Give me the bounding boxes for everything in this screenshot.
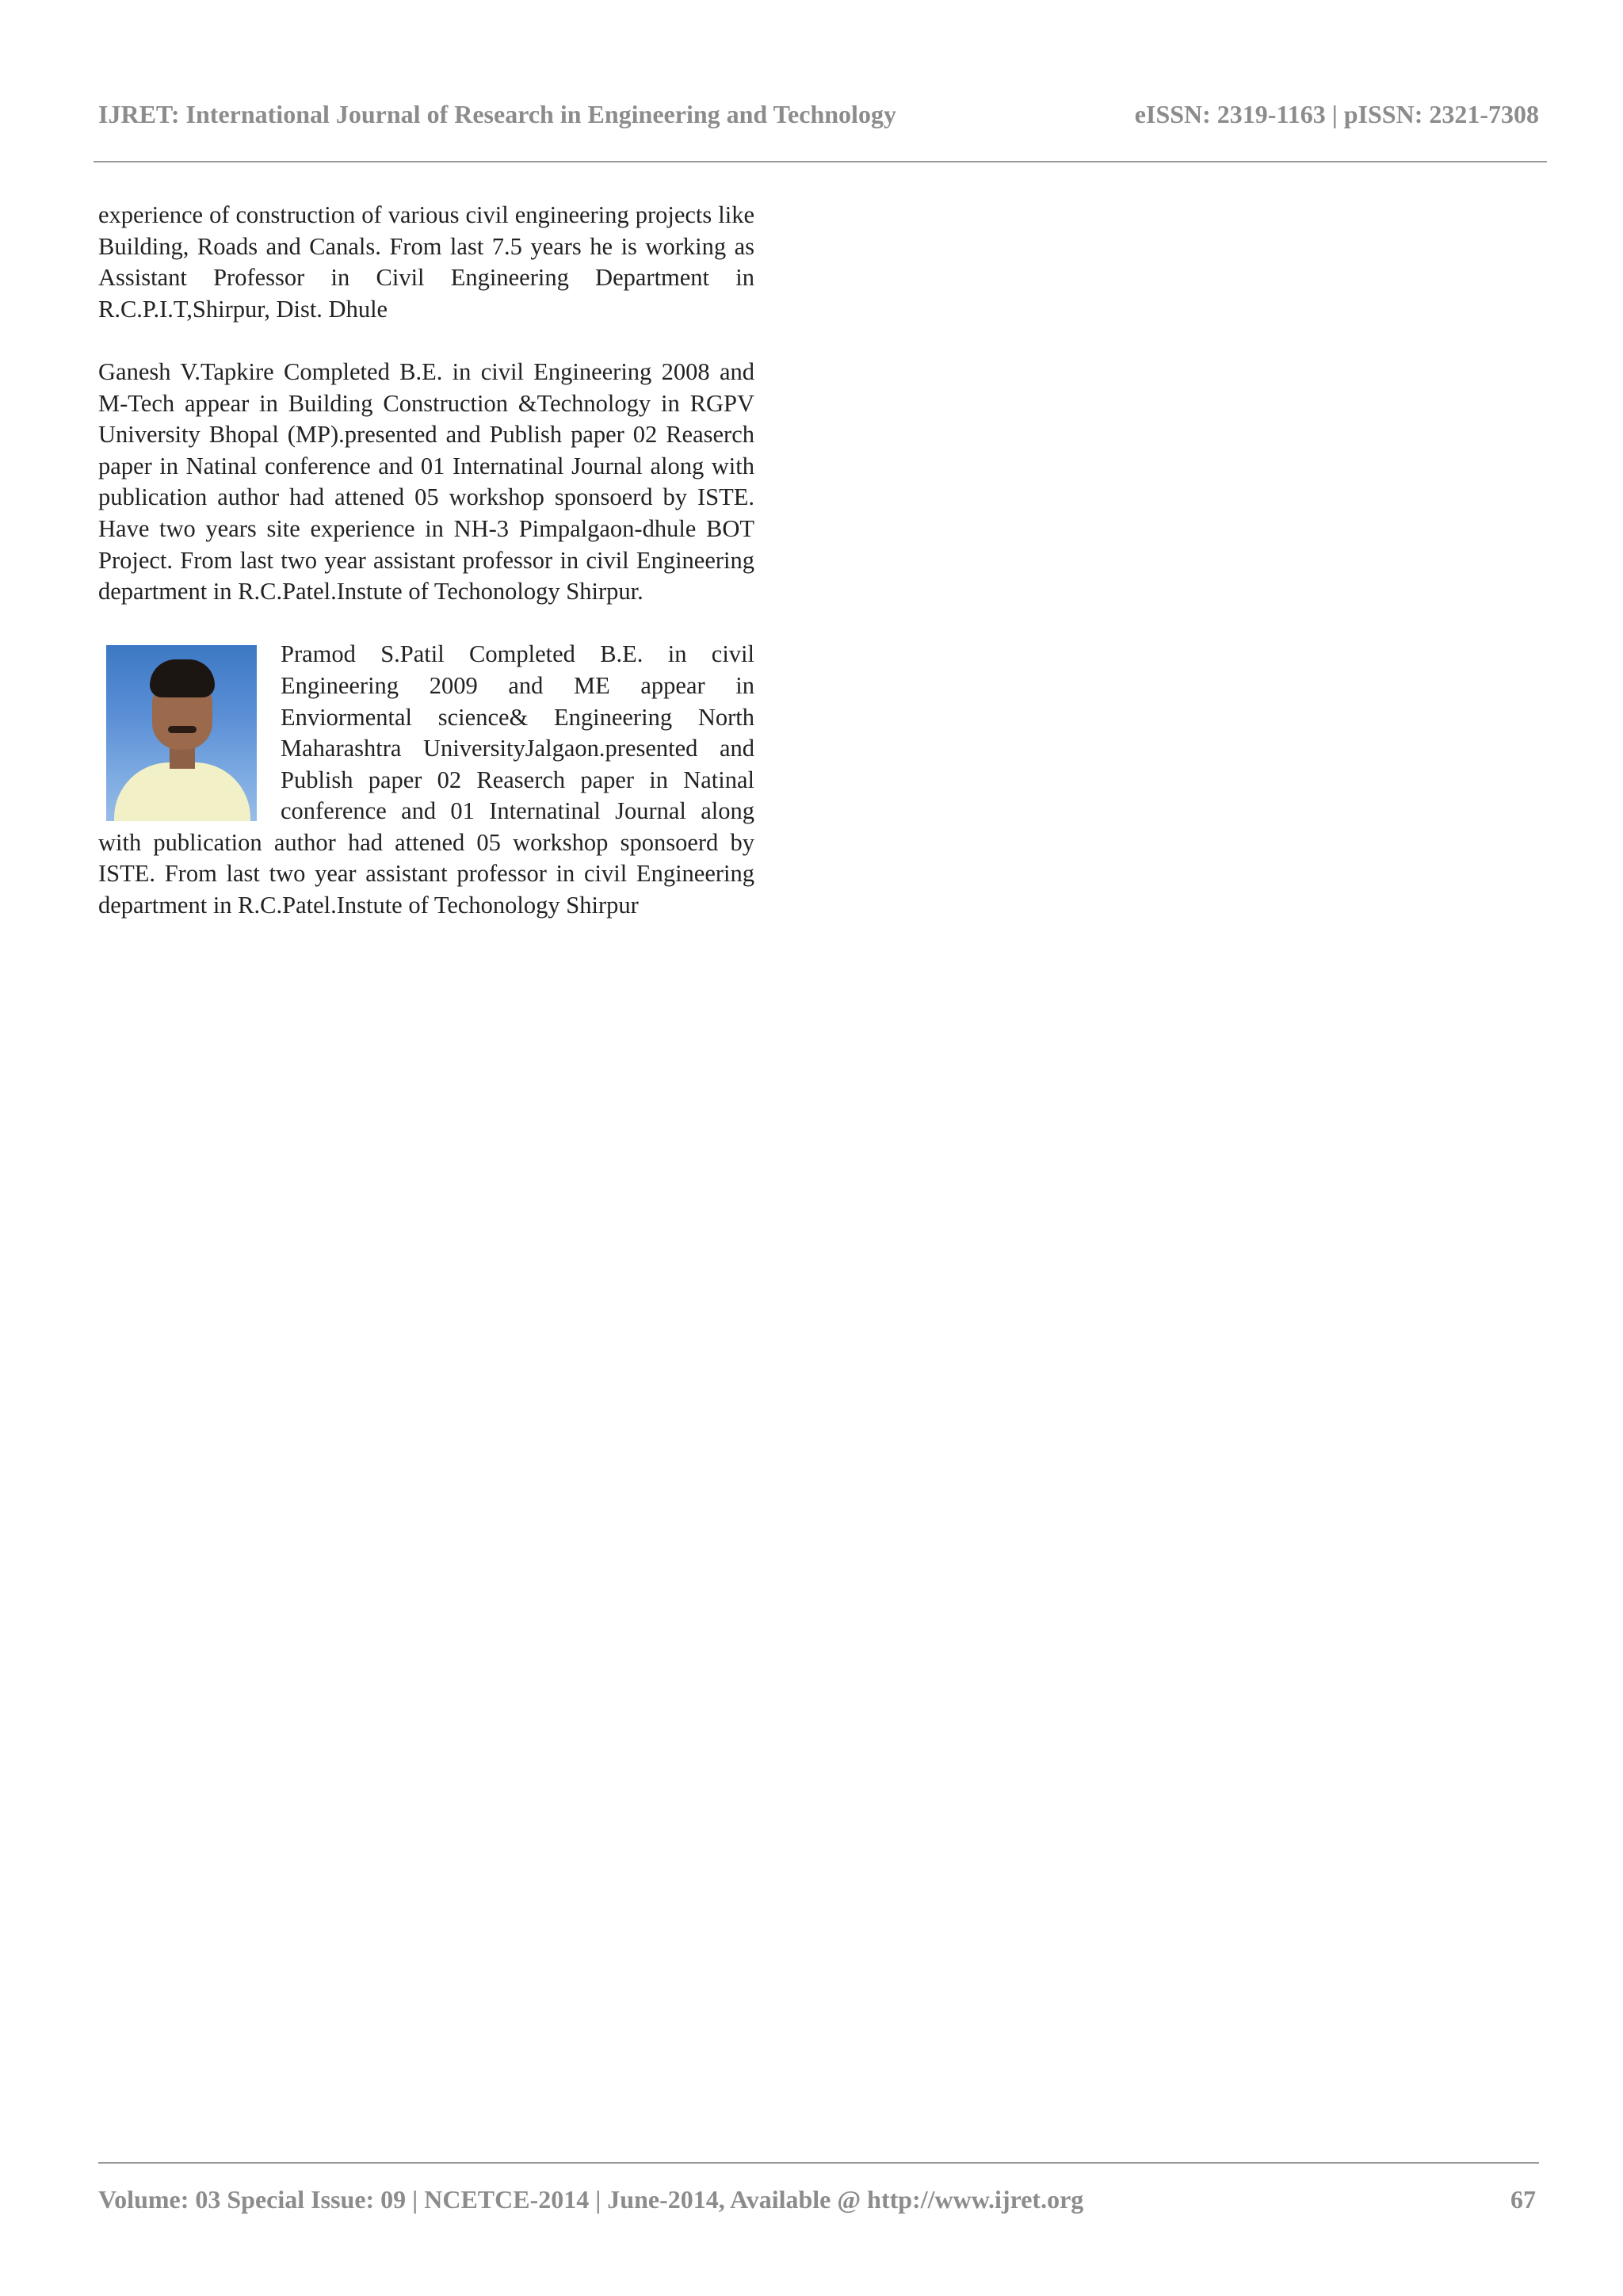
page-footer bbox=[98, 2185, 1539, 2222]
page-number: 67 bbox=[1510, 2185, 1536, 2214]
bio-paragraph-pramod-patil: Pramod S.Patil Completed B.E. in civil Engineering 2009 and ME appear in Enviormental science& Engineering North Maharashtra UniversityJalgaon.presented and Publish paper 02 Reaserch paper in Natinal conference and 01 Internatinal Journal along with publication author had attened 05 workshop sponsoerd by ISTE. From last two year assistant professor in civil Engineering department in R.C.Patel.Instute of Techonology Shirpur bbox=[98, 640, 754, 919]
page-header bbox=[98, 95, 1539, 135]
left-column bbox=[98, 200, 754, 953]
bio-paragraph-ganesh-tapkire: Ganesh V.Tapkire Completed B.E. in civil Engineering 2008 and M-Tech appear in Building Construction &Technology in RGPV University Bhopal (MP).presented and Publish paper 02 Reaserch paper in Natinal conference and 01 Internatinal Journal along with publication author had attened 05 workshop sponsoerd by ISTE. Have two years site experience in NH-3 Pimpalgaon-dhule BOT Project. From last two year assistant professor in civil Engineering department in R.C.Patel.Instute of Techonology Shirpur. bbox=[98, 357, 754, 606]
header-divider bbox=[94, 161, 1547, 162]
volume-info: Volume: 03 Special Issue: 09 | NCETCE-2014 | June-2014, Available @ http://www.ijret.org bbox=[98, 2185, 1084, 2214]
author-photo bbox=[106, 645, 257, 821]
issn-info: eISSN: 2319-1163 | pISSN: 2321-7308 bbox=[1134, 100, 1539, 128]
journal-title: IJRET: International Journal of Research in Engineering and Technology bbox=[98, 100, 896, 128]
footer-divider bbox=[98, 2162, 1539, 2164]
bio-paragraph-continued: experience of construction of various civil engineering projects like Building, Roads and Canals. From last 7.5 years he is working as Assistant Professor in Civil Engineering Department in R.C.P.I.T,Shirpur, Dist. Dhule bbox=[98, 201, 754, 323]
bio-block-pramod-patil bbox=[98, 639, 754, 921]
